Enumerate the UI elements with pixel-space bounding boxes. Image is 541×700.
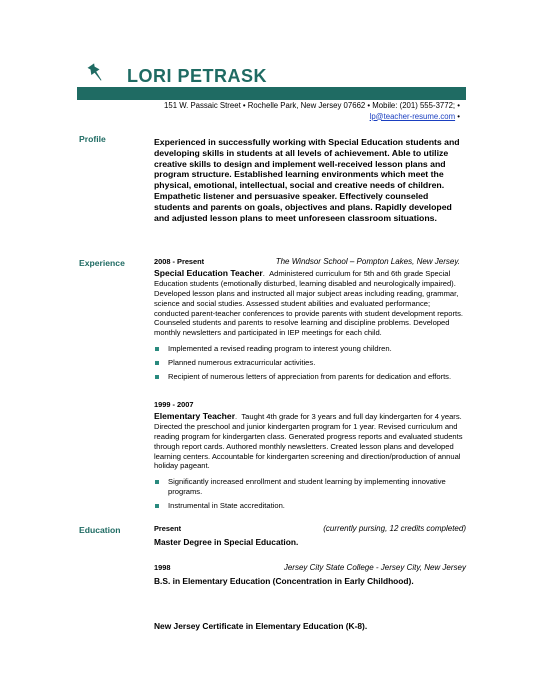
certificate-text: New Jersey Certificate in Elementary Education (K-8). (154, 621, 368, 631)
job-description: Administered curriculum for 5th and 6th grade Special Education students (emotionally disturbed, learning disabled and neurologically impaired). Developed lesson plans and instructed all major subject areas including reading, grammar, science and social studies. Assessed student abilities and evaluated performance; conducted parent-teacher conferences to provide parents with student development reports. Counseled students and parents to resolve learning and discipline problems. Developed monthly newsletters and participated in IEP meetings for each child. (154, 268, 463, 338)
education-date: Present (154, 524, 182, 533)
education-degree: Master Degree in Special Education. (154, 537, 299, 547)
email-link[interactable]: lp@teacher-resume.com (369, 111, 456, 121)
profile-text: Experienced in successfully working with Special Education students and developing skills in students at all levels of achievement. Able to utilize creative skills to design and implement well-received lesson plans and program structure. Established learning environments which meet the physical, emotional, intellectual, social and creative needs of children. Empathetic listener and persuasive speaker. Effectively counseled students and parents on goals, objectives and plans. Rapidly developed and adjusted lesson plans to meet unforeseen classroom situations. (154, 137, 460, 223)
education-entry (154, 563, 466, 586)
header-bar (77, 87, 466, 100)
contact-line: 151 W. Passaic Street • Rochelle Park, New Jersey 07662 • Mobile: (201) 555-3772; • (164, 101, 460, 110)
job-employer: The Windsor School – Pompton Lakes, New Jersey. (275, 257, 460, 266)
job-bullets (154, 477, 466, 511)
section-label-profile: Profile (79, 134, 106, 144)
job-entry: 2008 - Present The Windsor School – Pompton Lakes, New Jersey. Special Education Teacher. Administered curriculum for 5th and 6th grade Special Education students (emotionally disturbed, learning disabled and neurologically impaired). Developed lesson plans and instructed all major subject areas including reading, grammar, science and social studies. Assessed student abilities and evaluated performance; conducted parent-teacher conferences to provide parents with student development reports. Counseled students and parents to resolve learning and discipline problems. Developed monthly newsletters and participated in IEP meetings for each child. Implemented a revised reading program to interest young children. Planned numerous extracurricular activities. Recipient of numerous letters of appreciation from parents for dedication and efforts. (154, 257, 466, 386)
job-bullet: Planned numerous extracurricular activities. (154, 358, 466, 368)
section-label-education: Education (79, 525, 121, 535)
job-title: Elementary Teacher (154, 410, 236, 421)
job-dates: 1999 - 2007 (154, 400, 194, 409)
education-degree: B.S. in Elementary Education (Concentration in Early Childhood). (154, 576, 414, 586)
section-label-experience: Experience (79, 258, 125, 268)
education-entry (154, 524, 466, 547)
pushpin-icon (86, 62, 106, 84)
job-title: Special Education Teacher (154, 267, 263, 278)
job-bullet: Instrumental in State accreditation. (154, 501, 466, 511)
education-certificate (154, 617, 466, 631)
education-detail: (currently pursing, 12 credits completed) (323, 524, 466, 533)
job-description: Taught 4th grade for 3 years and full day kindergarten for 4 years. Directed the preschool and junior kindergarten program for 1 year. Revised curriculum and reading program for kindergarten class. Generated progress reports and evaluated students through report cards. Authored monthly newsletters. Created lesson plans and developed learning centers. Accountable for kindergarten screening and direction/production of annual holiday pageant. (154, 411, 463, 471)
job-bullet: Implemented a revised reading program to interest young children. (154, 344, 466, 354)
education-date: 1998 (154, 563, 171, 572)
job-bullet: Significantly increased enrollment and student learning by implementing innovative programs. (154, 477, 466, 497)
job-bullets (154, 344, 466, 382)
contact-info (155, 101, 460, 122)
job-entry: 1999 - 2007 Elementary Teacher. Taught 4th grade for 3 years and full day kindergarten for 4 years. Directed the preschool and junior kindergarten program for 1 year. Revised curriculum and reading program for kindergarten class. Generated progress reports and evaluated students through report cards. Authored monthly newsletters. Created lesson plans and developed learning centers. Accountable for kindergarten screening and direction/production of annual holiday pageant. Significantly increased enrollment and student learning by implementing innovative programs. Instrumental in State accreditation. (154, 400, 466, 515)
job-bullet: Recipient of numerous letters of appreciation from parents for dedication and efforts. (154, 372, 466, 382)
resume-name: LORI PETRASK (127, 66, 268, 86)
email-suffix: • (455, 111, 460, 121)
job-dates: 2008 - Present (154, 257, 205, 266)
education-detail: Jersey City State College - Jersey City, New Jersey (283, 563, 466, 572)
